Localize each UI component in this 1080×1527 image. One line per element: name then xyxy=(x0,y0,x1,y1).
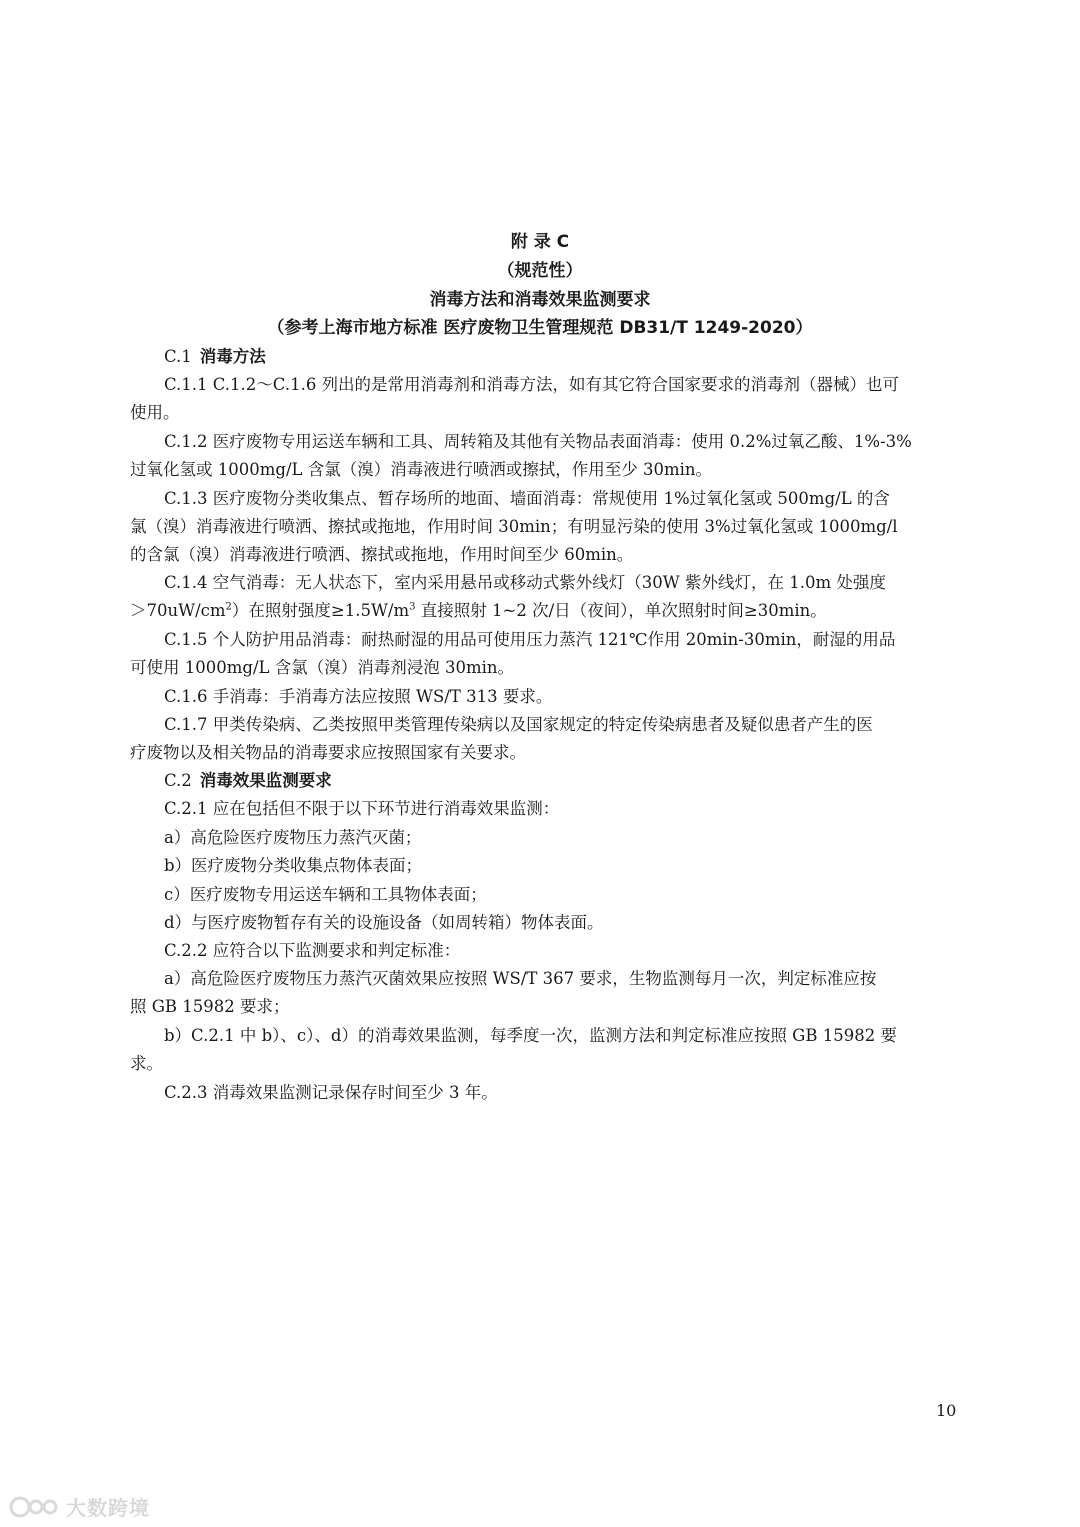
clause-c22-item-b-line1: b）C.2.1 中 b）、c）、d）的消毒效果监测，每季度一次，监测方法和判定标准应按照 GB 15982 要 xyxy=(164,1026,897,1045)
clause-c17-line1: C.1.7 甲类传染病、乙类按照甲类管理传染病以及国家规定的特定传染病患者及疑似患者产生的医 xyxy=(164,715,873,734)
clause-c21: C.2.1 应在包括但不限于以下环节进行消毒效果监测： xyxy=(164,799,560,818)
clause-c14-line2 xyxy=(130,600,827,622)
clause-c15-line1: C.1.5 个人防护用品消毒：耐热耐湿的用品可使用压力蒸汽 121℃作用 20min-30min，耐湿的用品 xyxy=(164,630,896,649)
appendix-heading: 消毒方法和消毒效果监测要求 xyxy=(429,290,651,310)
clause-c21-item-b: b）医疗废物分类收集点物体表面； xyxy=(164,856,423,875)
clause-c11-line2: 使用。 xyxy=(130,403,180,422)
watermark-text: 大数跨境 xyxy=(66,1496,150,1520)
clause-c21-item-c: c）医疗废物专用运送车辆和工具物体表面； xyxy=(164,885,487,904)
section-c2-number: C.2 xyxy=(164,771,192,790)
clause-c13-line2: 氯（溴）消毒液进行喷洒、擦拭或拖地，作用时间 30min；有明显污染的使用 3%过氧化氢或 1000mg/l xyxy=(130,517,898,536)
clause-c13-line1: C.1.3 医疗废物分类收集点、暂存场所的地面、墙面消毒：常规使用 1%过氧化氢或 500mg/L 的含 xyxy=(164,489,890,508)
page-number: 10 xyxy=(936,1401,957,1420)
clause-c22-item-a-line2: 照 GB 15982 要求； xyxy=(130,997,290,1016)
section-c2-title: 消毒效果监测要求 xyxy=(199,771,332,790)
section-c1-title: 消毒方法 xyxy=(199,347,266,366)
clause-c11-line1: C.1.1 C.1.2～C.1.6 列出的是常用消毒剂和消毒方法，如有其它符合国家要求的消毒剂（器械）也可 xyxy=(164,375,900,394)
watermark-logo-icon xyxy=(8,1495,60,1519)
clause-c22: C.2.2 应符合以下监测要求和判定标准： xyxy=(164,941,461,960)
section-c1-number: C.1 xyxy=(164,347,192,366)
clause-c16: C.1.6 手消毒：手消毒方法应按照 WS/T 313 要求。 xyxy=(164,687,553,706)
clause-c21-item-a: a）高危险医疗废物压力蒸汽灭菌； xyxy=(164,828,422,847)
superscript-3: 3 xyxy=(409,601,416,613)
clause-c23: C.2.3 消毒效果监测记录保存时间至少 3 年。 xyxy=(164,1083,498,1102)
clause-c14-part-a: ＞70uW/cm xyxy=(130,601,226,620)
appendix-subtitle: （规范性） xyxy=(497,261,583,281)
clause-c14-part-c: 直接照射 1~2 次/日（夜间），单次照射时间≥30min。 xyxy=(415,601,827,620)
appendix-title: 附 录 C xyxy=(510,232,570,252)
clause-c14-part-b: ）在照射强度≥1.5W/m xyxy=(231,601,410,620)
clause-c15-line2: 可使用 1000mg/L 含氯（溴）消毒剂浸泡 30min。 xyxy=(130,658,514,677)
section-c2-heading xyxy=(164,770,332,792)
section-c1-heading xyxy=(164,346,266,368)
clause-c21-item-d: d）与医疗废物暂存有关的设施设备（如周转箱）物体表面。 xyxy=(164,913,604,932)
watermark xyxy=(8,1492,150,1521)
clause-c12-line2: 过氧化氢或 1000mg/L 含氯（溴）消毒液进行喷洒或擦拭，作用至少 30min。 xyxy=(130,460,712,479)
clause-c17-line2: 疗废物以及相关物品的消毒要求应按照国家有关要求。 xyxy=(130,743,526,762)
superscript-2: 2 xyxy=(225,601,232,613)
clause-c14-line1: C.1.4 空气消毒：无人状态下，室内采用悬吊或移动式紫外线灯（30W 紫外线灯，在 1.0m 处强度 xyxy=(164,573,886,592)
clause-c22-item-a-line1: a）高危险医疗废物压力蒸汽灭菌效果应按照 WS/T 367 要求，生物监测每月一次，判定标准应按 xyxy=(164,969,877,988)
clause-c13-line3: 的含氯（溴）消毒液进行喷洒、擦拭或拖地，作用时间至少 60min。 xyxy=(130,545,634,564)
clause-c22-item-b-line2: 求。 xyxy=(130,1054,163,1073)
clause-c12-line1: C.1.2 医疗废物专用运送车辆和工具、周转箱及其他有关物品表面消毒：使用 0.2%过氧乙酸、1%-3% xyxy=(164,432,912,451)
appendix-reference: （参考上海市地方标准 医疗废物卫生管理规范 DB31/T 1249-2020） xyxy=(267,318,813,338)
